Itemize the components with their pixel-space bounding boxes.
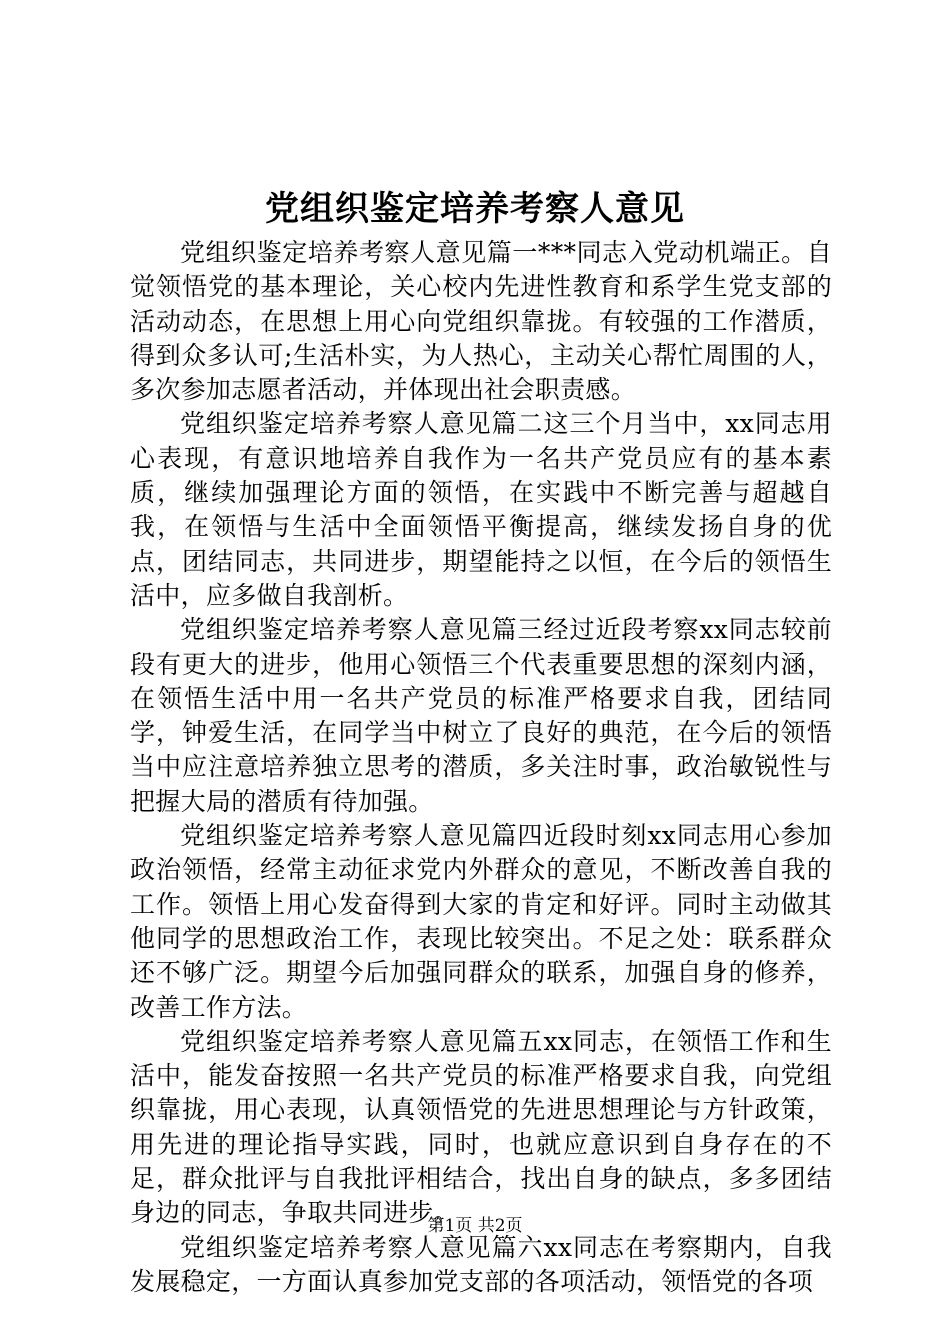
paragraph-4: 党组织鉴定培养考察人意见篇四近段时刻xx同志用心参加政治领悟，经常主动征求党内外群众的意见，不断改善自我的工作。领悟上用心发奋得到大家的肯定和好评。同时主动做其他同学的思想政治工作，表现比较突出。不足之处：联系群众还不够广泛。期望今后加强同群众的联系，加强自身的修养，改善工作方法。: [130, 821, 832, 1022]
paragraph-6: 党组织鉴定培养考察人意见篇六xx同志在考察期内，自我发展稳定，一方面认真参加党支部的各项活动，领悟党的各项: [130, 1232, 832, 1296]
paragraph-5: 党组织鉴定培养考察人意见篇五xx同志，在领悟工作和生活中，能发奋按照一名共产党员的标准严格要求自我，向党组织靠拢，用心表现，认真领悟党的先进思想理论与方针政策，用先进的理论指导实践，同时，也就应意识到自身存在的不足，群众批评与自我批评相结合，找出自身的缺点，多多团结身边的同志，争取共同进步。: [130, 1026, 832, 1228]
document-title: 党组织鉴定培养考察人意见: [265, 189, 685, 229]
paragraph-2: 党组织鉴定培养考察人意见篇二这三个月当中，xx同志用心表现，有意识地培养自我作为一名共产党员应有的基本素质，继续加强理论方面的领悟，在实践中不断完善与超越自我，在领悟与生活中全面领悟平衡提高，继续发扬自身的优点，团结同志，共同进步，期望能持之以恒，在今后的领悟生活中，应多做自我剖析。: [130, 409, 832, 610]
page-number-footer: 第1页 共2页: [427, 1216, 523, 1236]
paragraph-3: 党组织鉴定培养考察人意见篇三经过近段考察xx同志较前段有更大的进步，他用心领悟三个代表重要思想的深刻内涵，在领悟生活中用一名共产党员的标准严格要求自我，团结同学，钟爱生活，在同学当中树立了良好的典范，在今后的领悟当中应注意培养独立思考的潜质，多关注时事，政治敏锐性与把握大局的潜质有待加强。: [130, 615, 832, 816]
document-body: [130, 236, 832, 1299]
paragraph-1: 党组织鉴定培养考察人意见篇一***同志入党动机端正。自觉领悟党的基本理论，关心校内先进性教育和系学生党支部的活动动态，在思想上用心向党组织靠拢。有较强的工作潜质，得到众多认可;生活朴实，为人热心，主动关心帮忙周围的人，多次参加志愿者活动，并体现出社会职责感。: [130, 238, 832, 405]
